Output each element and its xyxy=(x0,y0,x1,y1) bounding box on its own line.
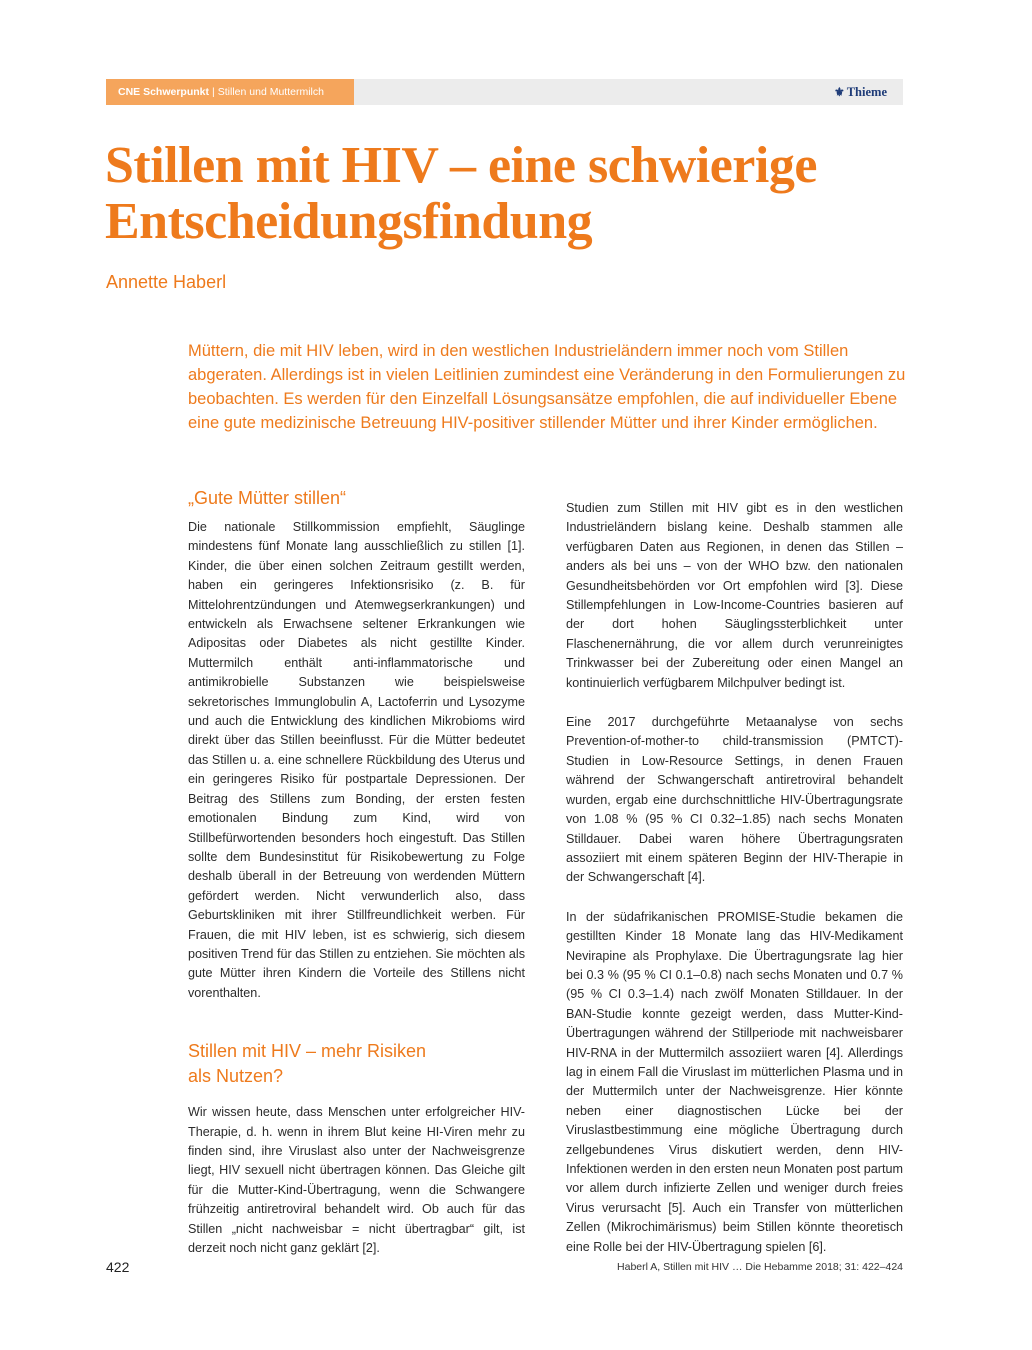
running-header xyxy=(106,79,903,105)
publisher-name: Thieme xyxy=(846,85,887,99)
section-heading-gute-muetter: „Gute Mütter stillen“ xyxy=(188,488,347,508)
section-heading-line: als Nutzen? xyxy=(188,1066,284,1087)
thieme-shield-icon: ⚜ xyxy=(833,85,845,99)
left-column xyxy=(188,486,525,1258)
publisher-logo xyxy=(834,79,887,105)
section-topic: Stillen und Muttermilch xyxy=(217,86,324,98)
body-paragraph: In der südafrikanischen PROMISE-Studie bekamen die gestillten Kinder 18 Monate lang das HIV-Medikament Nevirapine als Prophylaxe. Die Übertragungsrate lag hier bei 0.3 % (95 % CI 0.1–0.8) nach sechs Monaten und 0.7 % (95 % CI 0.3–1.4) nach zwölf Monaten Stilldauer. In der BAN-Studie konnte gezeigt werden, dass Mutter-Kind-Übertragungen während der Stillperiode mit nachweisbarer HIV-RNA in der Muttermilch assoziiert waren [4]. Allerdings lag in einem Fall die Viruslast im mütterlichen Plasma und in der Muttermilch unter der Nachweisgrenze. Hier könnte neben einer diagnostischen Lücke bei der Viruslastbestimmung eine mögliche Übertragung durch zellgebundenes Virus diskutiert werden, denn HIV-Infektionen werden in den ersten neun Monaten post partum vor allem durch infizierte Zellen und weniger durch freies Virus verursacht [5]. Auch ein Transfer von mütterlichen Zellen (Mikrochimärismus) beim Stillen könnte theoretisch eine Rolle bei der HIV-Übertragung spielen [6]. xyxy=(566,909,903,1254)
article-abstract: Müttern, die mit HIV leben, wird in den westlichen Industrieländern immer noch vom Stillen abgeraten. Allerdings ist in vielen Leitlinien zumindest eine Veränderung in den Formulierungen zu beobachten. Es werden für den Einzelfall Lösungsansätze empfohlen, die auf individueller Ebene eine gute medizinische Betreuung HIV-positiver stillender Mütter und ihrer Kinder ermöglichen. xyxy=(188,342,906,432)
page-number: 422 xyxy=(106,1259,130,1275)
body-paragraph: Wir wissen heute, dass Menschen unter erfolgreicher HIV-Therapie, d. h. wenn in ihrem Blut keine HI-Viren mehr zu finden sind, ihre Viruslast also unter der Nachweisgrenze liegt, HIV sexuell nicht übertragen können. Das Gleiche gilt für die Mutter-Kind-Übertragung, wenn die Schwangere frühzeitig antiretroviral behandelt wird. Ob auch für das Stillen „nicht nachweisbar = nicht übertragbar“ gilt, ist derzeit noch nicht ganz geklärt [2]. xyxy=(188,1105,525,1255)
article-title: Stillen mit HIV – eine schwierige Entscheidungsfindung xyxy=(105,137,817,250)
body-paragraph: Die nationale Stillkommission empfiehlt, Säuglinge mindestens fünf Monate lang ausschließlich zu stillen [1]. Kinder, die über einen solchen Zeitraum gestillt werden, haben ein geringeres Infektionsrisiko (z. B. für Mittelohrentzündungen und Atemwegserkrankungen) und entwickeln als Erwachsene seltener Erkrankungen wie Adipositas oder Diabetes als nicht gestillte Kinder. Muttermilch enthält anti-inflammatorische und antimikrobielle Substanzen wie beispielsweise sekretorisches Immunglobulin A, Lactoferrin und Lysozyme und auch die Entwicklung des kindlichen Mikrobioms wird direkt über das Stillen beeinflusst. Für die Mütter bedeutet das Stillen u. a. eine schnellere Rückbildung des Uterus und ein geringeres Risiko für postpartale Depressionen. Der Beitrag des Stillens zum Bonding, der ersten festen emotionalen Bindung zum Kind, wird von Stillbefürwortenden besonders hoch eingestuft. Das Stillen sollte dem Bundesinstitut für Risikobewertung zu Folge deshalb überall in der Betreuung von werdenden Müttern gefördert werden. Nicht verwunderlich also, dass Geburtskliniken mit ihrer Stillfreundlichkeit werben. Für Frauen, die mit HIV leben, ist es schwierig, sich diesem positiven Trend für das Stillen zu entziehen. Sie möchten als gute Mütter ihren Kindern die Vorteile des Stillens nicht vorenthalten. xyxy=(188,520,525,1000)
author-name: Annette Haberl xyxy=(106,272,227,292)
footer-citation: Haberl A, Stillen mit HIV … Die Hebamme 2018; 31: 422–424 xyxy=(617,1261,903,1273)
section-separator: | xyxy=(212,86,215,98)
section-heading-line: Stillen mit HIV – mehr Risiken xyxy=(188,1041,427,1062)
body-paragraph: Studien zum Stillen mit HIV gibt es in den westlichen Industrieländern bislang keine. Deshalb stammen alle verfügbaren Daten aus Regionen, in denen das Stillen – anders als bei uns – von der WHO bzw. den nationalen Gesundheitsbehörden vor Ort empfohlen wird [3]. Diese Stillempfehlungen in Low-Income-Countries basieren auf der dort hohen Säuglingssterblichkeit unter Flaschenernährung, die vor allem durch verunreinigtes Trinkwasser bei der Zubereitung oder einen Mangel an kontinuierlich verfügbarem Milchpulver bedingt ist. xyxy=(566,501,903,690)
body-paragraph: Eine 2017 durchgeführte Metaanalyse von sechs Prevention-of-mother-to child-transmission (PMTCT)-Studien in Low-Resource Settings, in denen Frauen während der Schwangerschaft antiretroviral behandelt wurden, ergab eine durchschnittliche HIV-Übertragungsrate von 1.08 % (95 % CI 0.32–1.85) nach sechs Monaten Stilldauer. Dabei waren höhere Übertragungsraten assoziiert mit einem späteren Beginn der HIV-Therapie in der Schwangerschaft [4]. xyxy=(566,715,903,885)
section-heading-risiken xyxy=(188,1039,525,1089)
right-column xyxy=(566,499,903,1257)
section-label xyxy=(106,79,354,105)
section-name: CNE Schwerpunkt xyxy=(118,86,210,98)
